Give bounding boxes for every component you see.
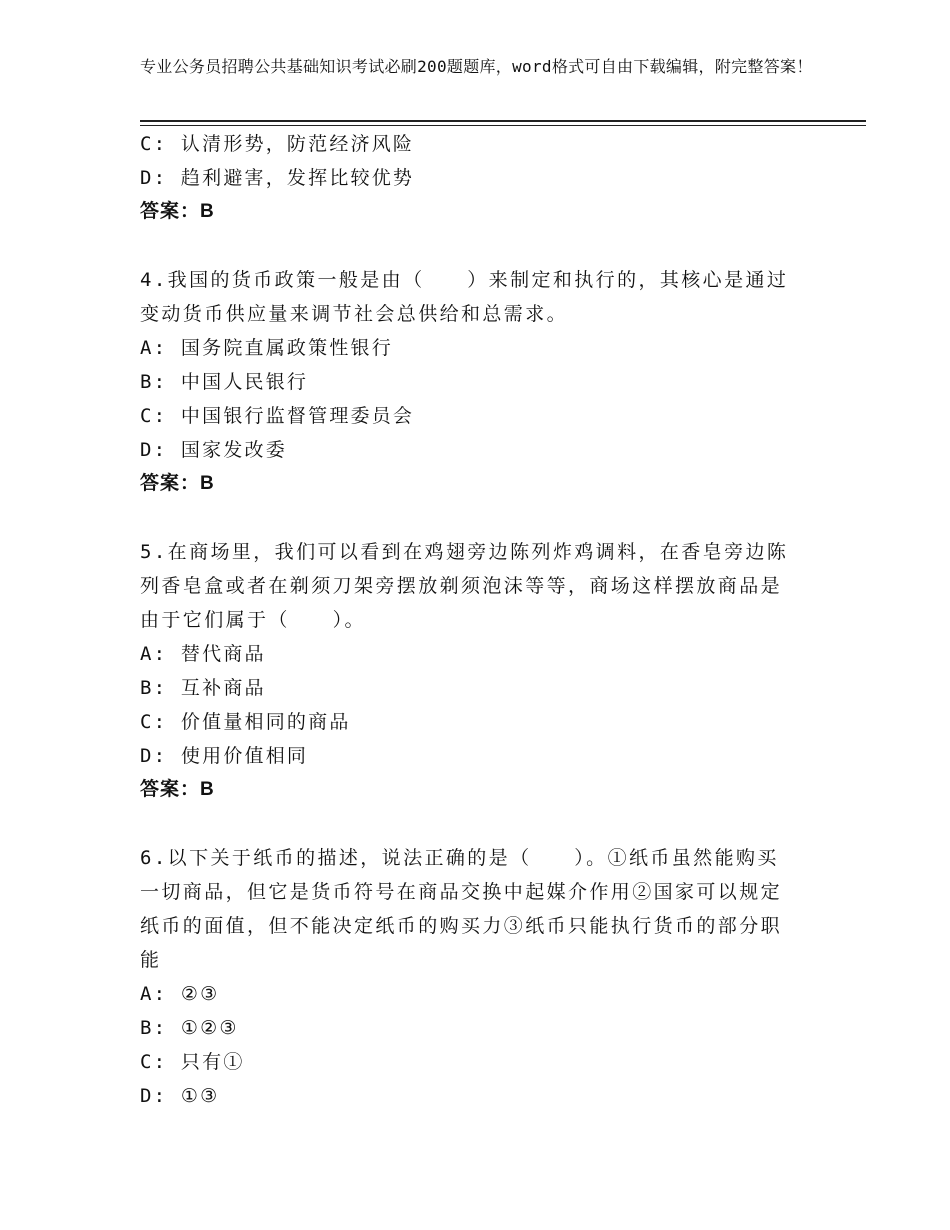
- option-c: C: 认清形势，防范经济风险: [140, 133, 415, 155]
- spacer: [140, 229, 800, 263]
- answer-line: 答案：B: [140, 779, 215, 800]
- answer-line: 答案：B: [140, 473, 215, 494]
- option-a: A: 替代商品: [140, 643, 266, 665]
- header-divider-thin: [140, 125, 866, 126]
- spacer: [140, 807, 800, 841]
- previous-question-tail: [140, 127, 800, 229]
- spacer: [140, 501, 800, 535]
- option-d: D: 国家发改委: [140, 439, 287, 461]
- option-b: B: ①②③: [140, 1017, 239, 1039]
- header-divider-thick: [140, 120, 866, 122]
- question-6: [140, 841, 800, 1113]
- option-d: D: 使用价值相同: [140, 745, 309, 767]
- question-stem: 5.在商场里，我们可以看到在鸡翅旁边陈列炸鸡调料，在香皂旁边陈列香皂盒或者在剃须刀架旁摆放剃须泡沫等等，商场这样摆放商品是由于它们属于（ ）。: [140, 541, 789, 631]
- option-d: D: 趋利避害，发挥比较优势: [140, 167, 415, 189]
- document-header: 专业公务员招聘公共基础知识考试必刷200题题库，word格式可自由下载编辑，附完整答案！: [140, 57, 813, 76]
- answer-line: 答案：B: [140, 201, 215, 222]
- option-c: C: 价值量相同的商品: [140, 711, 351, 733]
- option-c: C: 中国银行监督管理委员会: [140, 405, 415, 427]
- option-a: A: 国务院直属政策性银行: [140, 337, 393, 359]
- option-d: D: ①③: [140, 1085, 220, 1107]
- question-4: [140, 263, 800, 501]
- question-stem: 6.以下关于纸币的描述，说法正确的是（ ）。①纸币虽然能购买一切商品，但它是货币符号在商品交换中起媒介作用②国家可以规定纸币的面值，但不能决定纸币的购买力③纸币只能执行货币的部分职能: [140, 847, 783, 971]
- option-c: C: 只有①: [140, 1051, 245, 1073]
- question-5: [140, 535, 800, 807]
- option-b: B: 互补商品: [140, 677, 266, 699]
- option-b: B: 中国人民银行: [140, 371, 309, 393]
- question-content: [140, 127, 800, 1113]
- option-a: A: ②③: [140, 983, 220, 1005]
- question-stem: 4.我国的货币政策一般是由（ ）来制定和执行的，其核心是通过变动货币供应量来调节社会总供给和总需求。: [140, 269, 789, 325]
